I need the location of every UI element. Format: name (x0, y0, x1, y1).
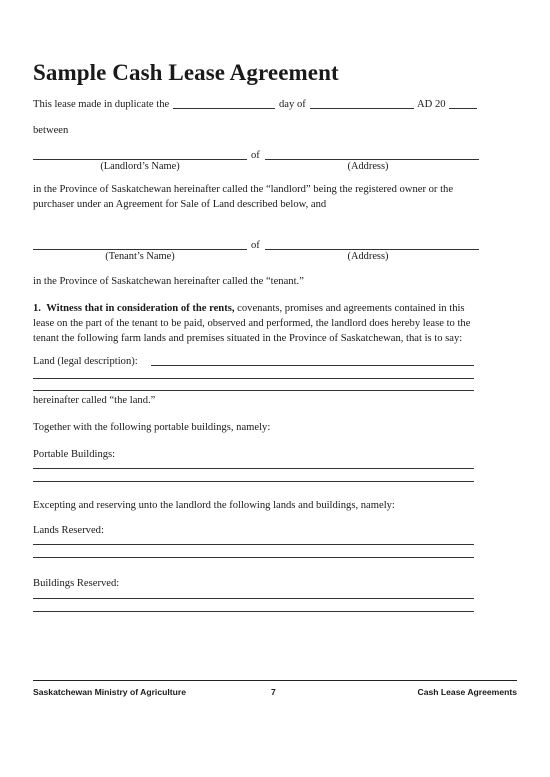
footer-document-title: Cash Lease Agreements (417, 687, 517, 697)
footer-page-number: 7 (271, 687, 276, 697)
month-blank (310, 108, 414, 109)
footer-ministry: Saskatchewan Ministry of Agriculture (33, 687, 186, 697)
buildings-reserved-label: Buildings Reserved: (33, 578, 120, 589)
landlord-name-label: (Landlord’s Name) (100, 161, 180, 172)
intro-day-of: day of (279, 99, 306, 110)
lands-reserved-blank-2 (33, 557, 474, 558)
landlord-name-blank (33, 159, 247, 160)
intro-ad: AD 20 (417, 99, 446, 110)
tenant-address-blank (265, 249, 479, 250)
section-1-text: covenants, promises and agreements contained in this lease on the part of the tenant to be paid, observed and performed, the landlord does hereby lease to the tenant the following farm lands and premises situated in the Province of Saskatchewan, that is to say: (33, 303, 471, 345)
portable-buildings-blank-1 (33, 468, 474, 469)
land-blank-1 (151, 365, 474, 366)
tenant-address-label: (Address) (347, 251, 389, 262)
intro-made-in-duplicate: This lease made in duplicate the (33, 99, 170, 110)
year-blank (449, 108, 477, 109)
lands-reserved-label: Lands Reserved: (33, 525, 104, 536)
landlord-address-label: (Address) (347, 161, 389, 172)
tenant-name-label: (Tenant’s Name) (105, 251, 175, 262)
section-1-paragraph (33, 301, 483, 347)
section-1-number: 1. (33, 303, 41, 314)
section-1-lead: Witness that in consideration of the rents, (46, 303, 235, 314)
landlord-of: of (251, 150, 260, 161)
day-blank (173, 108, 275, 109)
buildings-reserved-blank-2 (33, 611, 474, 612)
portable-buildings-label: Portable Buildings: (33, 449, 116, 460)
between-text: between (33, 125, 69, 136)
portable-buildings-blank-2 (33, 481, 474, 482)
landlord-clause: in the Province of Saskatchewan hereinafter called the “landlord” being the registered owner or the purchaser under an Agreement for Sale of Land described below, and (33, 184, 454, 211)
page-title: Sample Cash Lease Agreement (33, 60, 339, 85)
lands-reserved-blank-1 (33, 544, 474, 545)
land-blank-2 (33, 378, 474, 379)
buildings-reserved-blank-1 (33, 598, 474, 599)
tenant-of: of (251, 240, 260, 251)
excepting-text: Excepting and reserving unto the landlord the following lands and buildings, namely: (33, 500, 395, 511)
tenant-name-blank (33, 249, 247, 250)
footer-divider (33, 680, 517, 681)
landlord-address-blank (265, 159, 479, 160)
hereinafter-land: hereinafter called “the land.” (33, 395, 156, 406)
land-blank-3 (33, 390, 474, 391)
land-label: Land (legal description): (33, 356, 138, 367)
together-with-text: Together with the following portable buildings, namely: (33, 422, 271, 433)
tenant-clause: in the Province of Saskatchewan hereinafter called the “tenant.” (33, 276, 304, 287)
